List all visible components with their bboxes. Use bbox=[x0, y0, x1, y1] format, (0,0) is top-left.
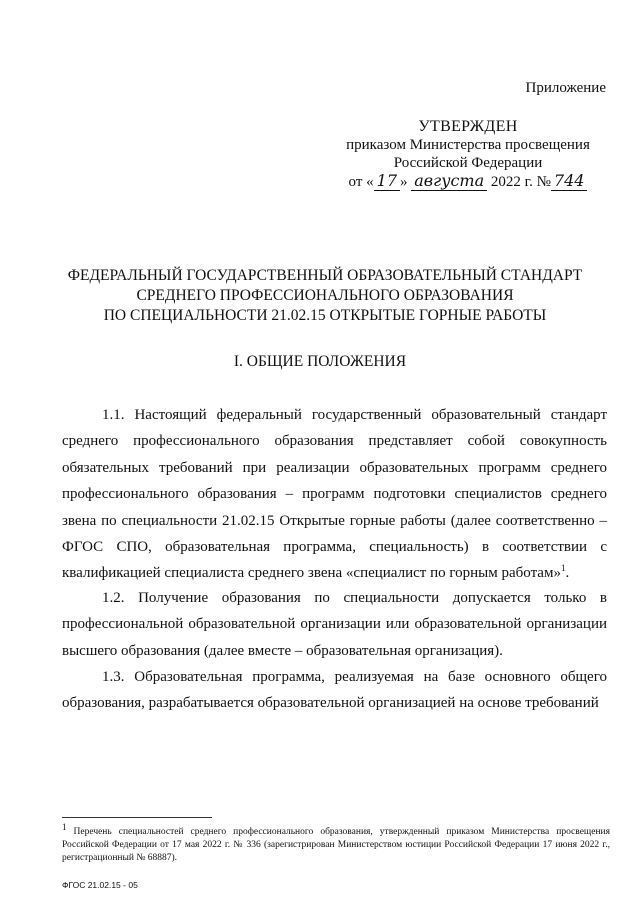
order-date-line bbox=[338, 172, 598, 191]
paragraph-1-2: 1.2. Получение образования по специальности допускается только в профессиональной образовательной организации или образовательной организации высшего образования (далее вместе – образовательная организация). bbox=[62, 590, 607, 659]
date-mid: » bbox=[400, 174, 408, 190]
approval-block bbox=[338, 118, 598, 191]
section-heading: I. ОБЩИЕ ПОЛОЖЕНИЯ bbox=[233, 353, 407, 370]
paragraph-1-1-end: . bbox=[565, 565, 570, 582]
footnote-divider bbox=[62, 817, 212, 818]
footnote-ref: 1 bbox=[560, 563, 566, 574]
order-number: 744 bbox=[551, 171, 588, 191]
footnote bbox=[62, 821, 610, 865]
date-prefix: от « bbox=[348, 174, 374, 190]
approved-heading: УТВЕРЖДЕН bbox=[418, 118, 518, 135]
paragraph-1-1 bbox=[62, 402, 607, 587]
order-line-1: приказом Министерства просвещения bbox=[346, 137, 590, 153]
order-year: 2022 г. № bbox=[490, 174, 551, 190]
paragraph-1-3: 1.3. Образовательная программа, реализуемая на базе основного общего образования, разрабатывается образовательной организацией на основе требований bbox=[62, 669, 607, 712]
order-line-2: Российской Федерации bbox=[393, 155, 543, 171]
document-code: ФГОС 21.02.15 - 05 bbox=[62, 880, 138, 890]
order-day: 17 bbox=[374, 171, 400, 191]
title-line-2: СРЕДНЕГО ПРОФЕССИОНАЛЬНОГО ОБРАЗОВАНИЯ bbox=[136, 287, 514, 304]
paragraph-1-1-text: 1.1. Настоящий федеральный государственный образовательный стандарт среднего профессионального образования представляет собой совокупность обязательных требований при реализации образовательных программ среднего профессионального образования – программ подготовки специалистов среднего звена по специальности 21.02.15 Открытые горные работы (далее соответственно – ФГОС СПО, образовательная программа, специальность) в соответствии с квалификацией специалиста среднего звена «специалист по горным работам» bbox=[62, 407, 607, 582]
appendix-label: Приложение bbox=[525, 80, 606, 96]
document-title bbox=[60, 266, 590, 326]
order-month: августа bbox=[411, 171, 487, 191]
footnote-mark: 1 bbox=[62, 821, 67, 832]
title-line-1: ФЕДЕРАЛЬНЫЙ ГОСУДАРСТВЕННЫЙ ОБРАЗОВАТЕЛЬНЫЙ СТАНДАРТ bbox=[67, 267, 583, 284]
title-line-3: ПО СПЕЦИАЛЬНОСТИ 21.02.15 ОТКРЫТЫЕ ГОРНЫЕ РАБОТЫ bbox=[103, 307, 547, 324]
footnote-text: Перечень специальностей среднего профессионального образования, утвержденный приказом Министерства просвещения Российской Федерации от 17 мая 2022 г. № 336 (зарегистрирован Министерством юстиции Российской Федерации 17 июня 2022 г., регистрационный № 68887). bbox=[62, 827, 610, 863]
